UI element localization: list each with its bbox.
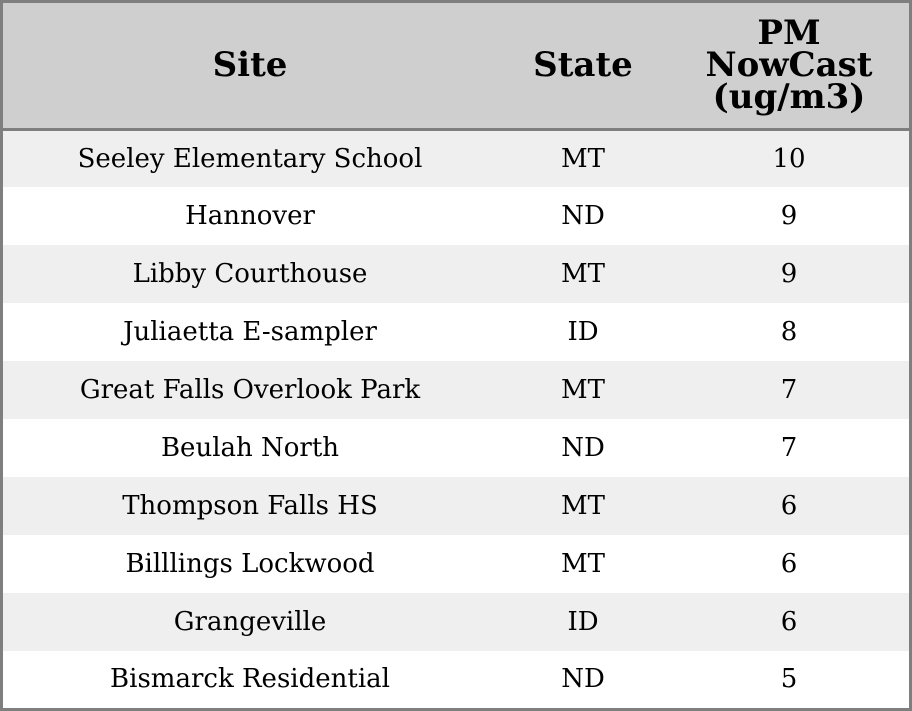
cell-state: MT [561, 491, 605, 521]
cell-pm-nowcast: 5 [780, 664, 798, 694]
cell-site: Seeley Elementary School [77, 143, 423, 174]
column-header-site-label: Site [212, 45, 288, 86]
cell-state: MT [561, 375, 605, 405]
cell-pm-nowcast: 6 [780, 549, 798, 579]
cell-pm-nowcast: 8 [780, 317, 798, 347]
cell-site: Grangeville [173, 607, 327, 637]
table-row [3, 535, 909, 593]
cell-state: MT [561, 549, 605, 579]
column-header-pm-nowcast [669, 3, 909, 129]
cell-state: MT [561, 143, 605, 174]
pm-nowcast-table [3, 3, 909, 707]
column-header-state-label: State [533, 45, 633, 86]
cell-site: Billlings Lockwood [125, 549, 375, 579]
cell-site: Libby Courthouse [132, 259, 368, 289]
cell-pm-nowcast: 7 [780, 375, 798, 405]
cell-pm-nowcast: 6 [780, 491, 798, 521]
cell-state: ND [561, 664, 605, 694]
cell-state: ND [561, 201, 605, 231]
cell-pm-nowcast: 7 [780, 433, 798, 463]
column-header-state [497, 3, 669, 129]
cell-pm-nowcast: 9 [780, 201, 798, 231]
table-row [3, 419, 909, 477]
cell-site: Juliaetta E-sampler [123, 317, 377, 347]
cell-site: Beulah North [160, 433, 340, 463]
table-row [3, 477, 909, 535]
table-row [3, 187, 909, 245]
cell-site: Thompson Falls HS [122, 491, 378, 521]
cell-state: ID [567, 607, 599, 637]
table-row [3, 303, 909, 361]
cell-pm-nowcast: 9 [780, 259, 798, 289]
cell-site: Great Falls Overlook Park [79, 375, 421, 405]
cell-site: Bismarck Residential [110, 664, 390, 694]
cell-state: ND [561, 433, 605, 463]
table-row [3, 651, 909, 707]
cell-pm-nowcast: 10 [772, 143, 806, 174]
cell-pm-nowcast: 6 [780, 607, 798, 637]
table-row [3, 129, 909, 187]
cell-site: Hannover [185, 201, 315, 231]
column-header-pm-line-2: NowCast [705, 45, 873, 86]
column-header-site [3, 3, 497, 129]
table-row [3, 245, 909, 303]
cell-state: ID [567, 317, 599, 347]
table-row [3, 593, 909, 651]
column-header-pm-line-1: PM [757, 13, 821, 54]
column-header-pm-line-3: (ug/m3) [712, 77, 866, 118]
table-row [3, 361, 909, 419]
table-header-row [3, 3, 909, 129]
cell-state: MT [561, 259, 605, 289]
